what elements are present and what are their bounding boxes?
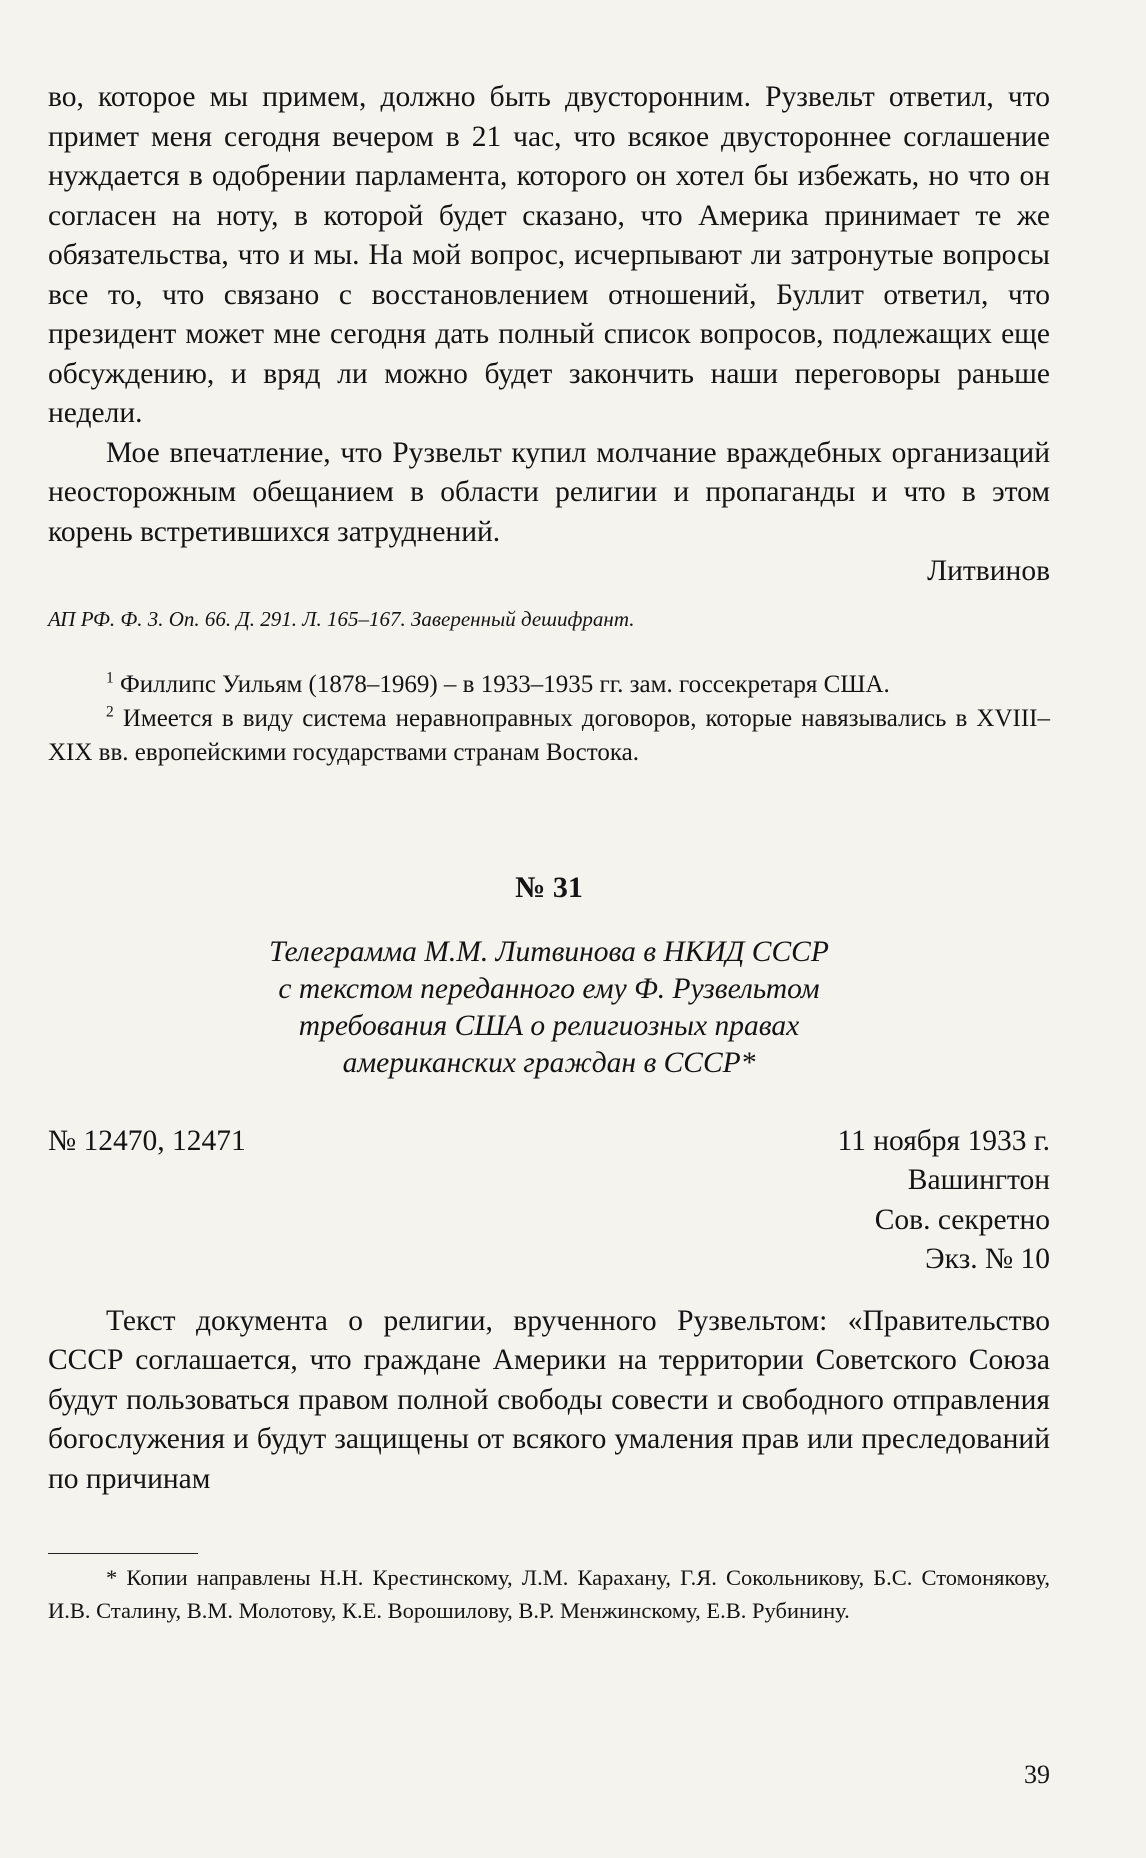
paragraph-document-text: Текст документа о религии, врученного Рузвельтом: «Правительство СССР соглашается, что граждане Америки на территории Советского Союза будут пользоваться правом полной свободы совести и свободного отправления богослужения и будут защищены от всякого умаления прав или преследований по причинам [48, 1304, 1050, 1495]
paragraph-impression: Мое впечатление, что Рузвельт купил молчание враждебных организаций неосторожным обещанием в области религии и пропаганды и что в этом корень встретившихся затруднений. [48, 436, 1050, 548]
document-title-line: американских граждан в СССР* [342, 1046, 756, 1079]
footnote-star-mark: * [106, 1565, 118, 1590]
signature: Литвинов [927, 555, 1050, 587]
footnote-star [48, 1562, 1050, 1627]
archive-source: АП РФ. Ф. 3. Оп. 66. Д. 291. Л. 165–167. Заверенный дешифрант. [48, 606, 635, 631]
copy-number: Экз. № 10 [925, 1243, 1050, 1275]
document-title-line: требования США о религиозных правах [298, 1009, 800, 1042]
footnote-2-text: Имеется в виду система неравноправных договоров, которые навязывались в XVIII–XIX вв. европейскими государствами странам Востока. [48, 704, 1050, 766]
page-number: 39 [1024, 1760, 1050, 1789]
document-number: № 31 [515, 870, 583, 904]
document-meta-row [48, 1122, 1050, 1162]
footnote-1-mark: 1 [106, 669, 114, 687]
footnote-1-text: Филлипс Уильям (1878–1969) – в 1933–1935 гг. зам. госсекретаря США. [113, 670, 890, 698]
footnote-1 [48, 668, 1050, 702]
footnote-2-mark: 2 [106, 703, 114, 721]
footnote-star-text: Копии направлены Н.Н. Крестинскому, Л.М. Карахану, Г.Я. Сокольникову, Б.С. Стомонякову, И.В. Сталину, В.М. Молотову, К.Е. Ворошилову, В.Р. Менжинскому, Е.В. Рубинину. [48, 1565, 1050, 1623]
classification-stamp: Сов. секретно [874, 1203, 1050, 1236]
document-page [48, 78, 1050, 1627]
document-place: Вашингтон [907, 1164, 1050, 1196]
document-title-line: с текстом переданного ему Ф. Рузвельтом [278, 972, 820, 1005]
document-title [48, 934, 1050, 1082]
footnote-divider [48, 1553, 198, 1554]
footnote-2 [48, 702, 1050, 770]
document-title-line: Телеграмма М.М. Литвинова в НКИД СССР [269, 935, 829, 968]
registration-number: № 12470, 12471 [48, 1124, 246, 1157]
paragraph-continuation: во, которое мы примем, должно быть двусторонним. Рузвельт ответил, что примет меня сегодня вечером в 21 час, что всякое двустороннее соглашение нуждается в одобрении парламента, которого он хотел бы избежать, но что он согласен на ноту, в которой будет сказано, что Америка принимает те же обязательства, что и мы. На мой вопрос, исчерпывают ли затронутые вопросы все то, что связано с восстановлением отношений, Буллит ответил, что президент может мне сегодня дать полный список вопросов, подлежащих еще обсуждению, и вряд ли можно будет закончить наши переговоры раньше недели. [48, 81, 1050, 429]
footnotes [48, 668, 1050, 770]
document-date: 11 ноября 1933 г. [837, 1124, 1050, 1157]
